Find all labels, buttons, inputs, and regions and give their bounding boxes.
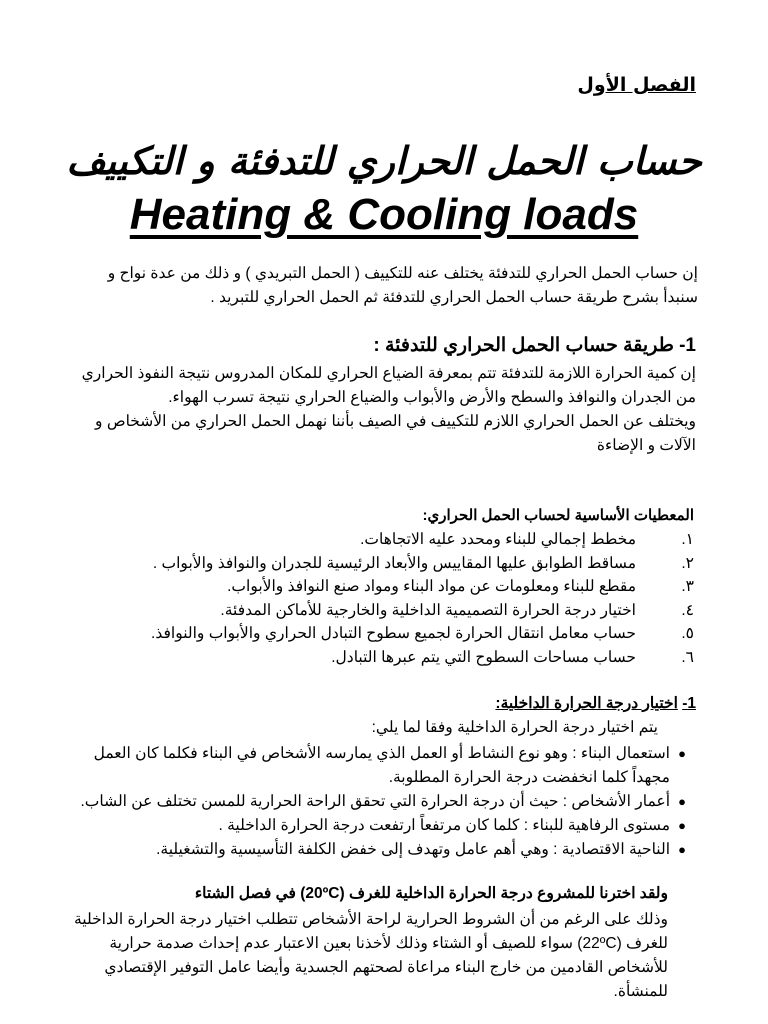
section-heading-heating-method: 1- طريقة حساب الحمل الحراري للتدفئة :	[373, 335, 696, 356]
bullet-text: الناحية الاقتصادية : وهي أهم عامل وتهدف إلى خفض الكلفة التأسيسية والتشغيلية.	[156, 841, 670, 858]
item-text: مخطط إجمالي للبناء ومحدد عليه الاتجاهات.	[360, 531, 636, 548]
basic-data-heading: المعطيات الأساسية لحساب الحمل الحراري:	[422, 507, 694, 524]
bullet-text: أعمار الأشخاص : حيث أن درجة الحرارة التي تحقق الراحة الحرارية للمسن تختلف عن الشاب.	[80, 793, 670, 810]
item-number: ١.	[681, 531, 694, 548]
list-item	[70, 622, 694, 646]
item-number: ٤.	[681, 601, 694, 619]
chosen-temperature-statement: ولقد اخترنا للمشروع درجة الحرارة الداخلية للغرف (20ºC) في فصل الشتاء	[194, 885, 668, 902]
bullet-icon: ●	[678, 746, 686, 761]
arabic-title: حساب الحمل الحراري للتدفئة و التكييف	[66, 138, 702, 183]
section-paragraph-1: إن كمية الحرارة اللازمة للتدفئة تتم بمعرفة الضياع الحراري للمكان المدروس نتيجة النفوذ الحراري من الجدران والنوافذ والسطح والأرض والأبواب والضياع الحراري نتيجة تسرب الهواء.	[81, 365, 696, 406]
subsection-heading-indoor-temperature	[495, 694, 696, 713]
bullet-text: استعمال البناء : وهو نوع النشاط أو العمل الذي يمارسه الأشخاص في البناء فكلما كان العمل مجهداً كلما انخفضت درجة الحرارة المطلوبة.	[93, 745, 670, 786]
item-text: حساب معامل انتقال الحرارة لجميع سطوح التبادل الحراري والأبواب والنوافذ.	[151, 625, 636, 642]
chosen-temperature-explanation: وذلك على الرغم من أن الشروط الحرارية لراحة الأشخاص تتطلب اختيار درجة الحرارة الداخلية للغرف (22ºC) سواء للصيف أو الشتاء وذلك لأخذنا بعين الاعتبار عدم إحداث صدمة حرارية للأشخاص القادمين من خارج البناء مراعاة لصحتهم الجسدية وأيضا عامل التوفير الإقتصادي للمنشأة.	[73, 911, 668, 1000]
item-number: ٥.	[681, 625, 694, 642]
bullet-text: مستوى الرفاهية للبناء : كلما كان مرتفعاً ارتفعت درجة الحرارة الداخلية .	[218, 817, 670, 834]
basic-data-list	[70, 528, 694, 669]
item-number: ٦.	[681, 648, 694, 666]
list-item	[70, 552, 694, 576]
list-item	[70, 646, 694, 670]
item-number: ٢.	[681, 554, 694, 572]
subsection-number: 1-	[682, 695, 696, 712]
section-paragraph-2: ويختلف عن الحمل الحراري اللازم للتكييف في الصيف بأننا نهمل الحمل الحراري من الأشخاص و الآلات و الإضاءة	[95, 413, 696, 454]
item-text: مقطع للبناء ومعلومات عن مواد البناء ومواد صنع النوافذ والأبواب.	[227, 578, 636, 595]
factors-bullet-list	[70, 742, 694, 862]
english-title: Heating & Cooling loads	[129, 190, 639, 239]
item-number: ٣.	[681, 578, 694, 595]
list-item	[70, 742, 694, 790]
intro-paragraph: إن حساب الحمل الحراري للتدفئة يختلف عنه للتكييف ( الحمل التبريدي ) و ذلك من عدة نواح و سنبدأ بشرح طريقة حساب الحمل الحراري للتدفئة ثم الحمل الحراري للتبريد .	[107, 265, 698, 306]
list-item	[70, 814, 694, 838]
list-item	[70, 528, 694, 552]
item-text: حساب مساحات السطوح التي يتم عبرها التبادل.	[331, 648, 636, 666]
item-text: مساقط الطوابق عليها المقاييس والأبعاد الرئيسية للجدران والنوافذ والأبواب .	[152, 554, 636, 572]
list-item	[70, 575, 694, 599]
subsection-intro: يتم اختيار درجة الحرارة الداخلية وفقا لما يلي:	[371, 719, 658, 736]
list-item	[70, 838, 694, 862]
section-body	[70, 362, 696, 458]
subsection-title: اختيار درجة الحرارة الداخلية:	[495, 695, 678, 712]
chapter-heading: الفصل الأول	[577, 74, 696, 96]
item-text: اختيار درجة الحرارة التصميمية الداخلية والخارجية للأماكن المدفئة.	[220, 601, 636, 619]
list-item	[70, 599, 694, 623]
bullet-icon: ●	[678, 794, 686, 809]
bullet-icon: ●	[678, 818, 686, 833]
bullet-icon: ●	[678, 842, 686, 857]
list-item	[70, 790, 694, 814]
